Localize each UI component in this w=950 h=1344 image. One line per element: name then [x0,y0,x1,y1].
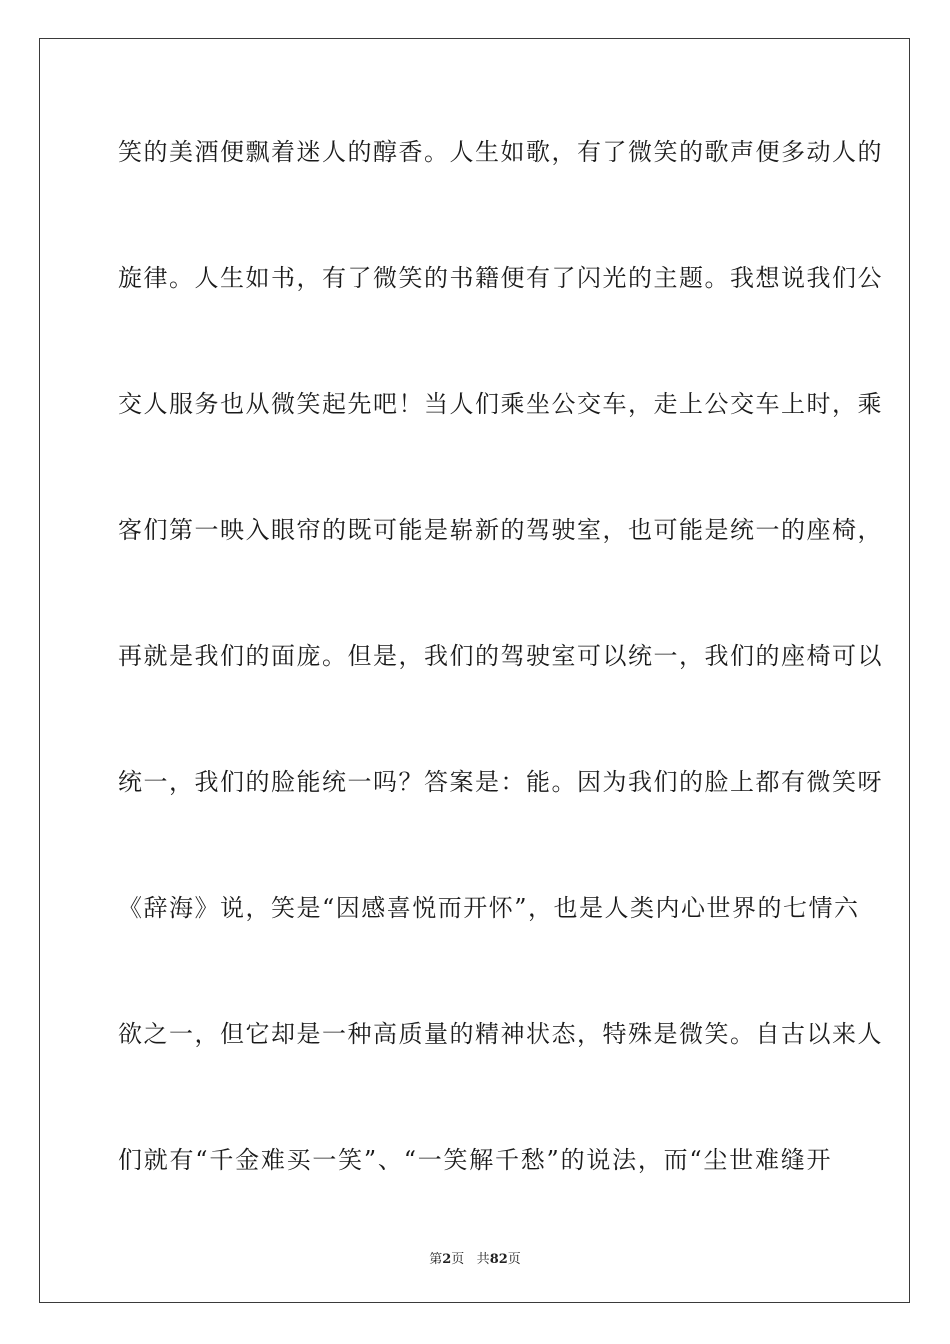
text-line: 旋律。人生如书，有了微笑的书籍便有了闪光的主题。我想说我们公 [118,264,883,292]
page-number: 2 [442,1252,452,1267]
total-suffix: 页 [507,1252,521,1267]
text-line: 们就有“千金难买一笑”、“一笑解千愁”的说法，而“尘世难缝开 [118,1146,832,1174]
text-line: 《辞海》说，笑是“因感喜悦而开怀”，也是人类内心世界的七情六 [118,894,860,922]
text-line: 交人服务也从微笑起先吧！当人们乘坐公交车，走上公交车上时，乘 [118,390,883,418]
page-prefix: 第 [429,1252,443,1267]
text-line: 客们第一映入眼帘的既可能是崭新的驾驶室，也可能是统一的座椅， [118,516,883,544]
text-line: 统一，我们的脸能统一吗？答案是：能。因为我们的脸上都有微笑呀 [118,768,883,796]
text-line: 欲之一，但它却是一种高质量的精神状态，特殊是微笑。自古以来人 [118,1020,883,1048]
page-footer [0,1248,950,1267]
total-prefix: 共 [476,1252,490,1267]
page-suffix: 页 [451,1252,465,1267]
text-line: 再就是我们的面庞。但是，我们的驾驶室可以统一，我们的座椅可以 [118,642,883,670]
document-body [118,128,883,1262]
total-pages: 82 [489,1252,508,1267]
text-line: 笑的美酒便飘着迷人的醇香。人生如歌，有了微笑的歌声便多动人的 [118,138,883,166]
